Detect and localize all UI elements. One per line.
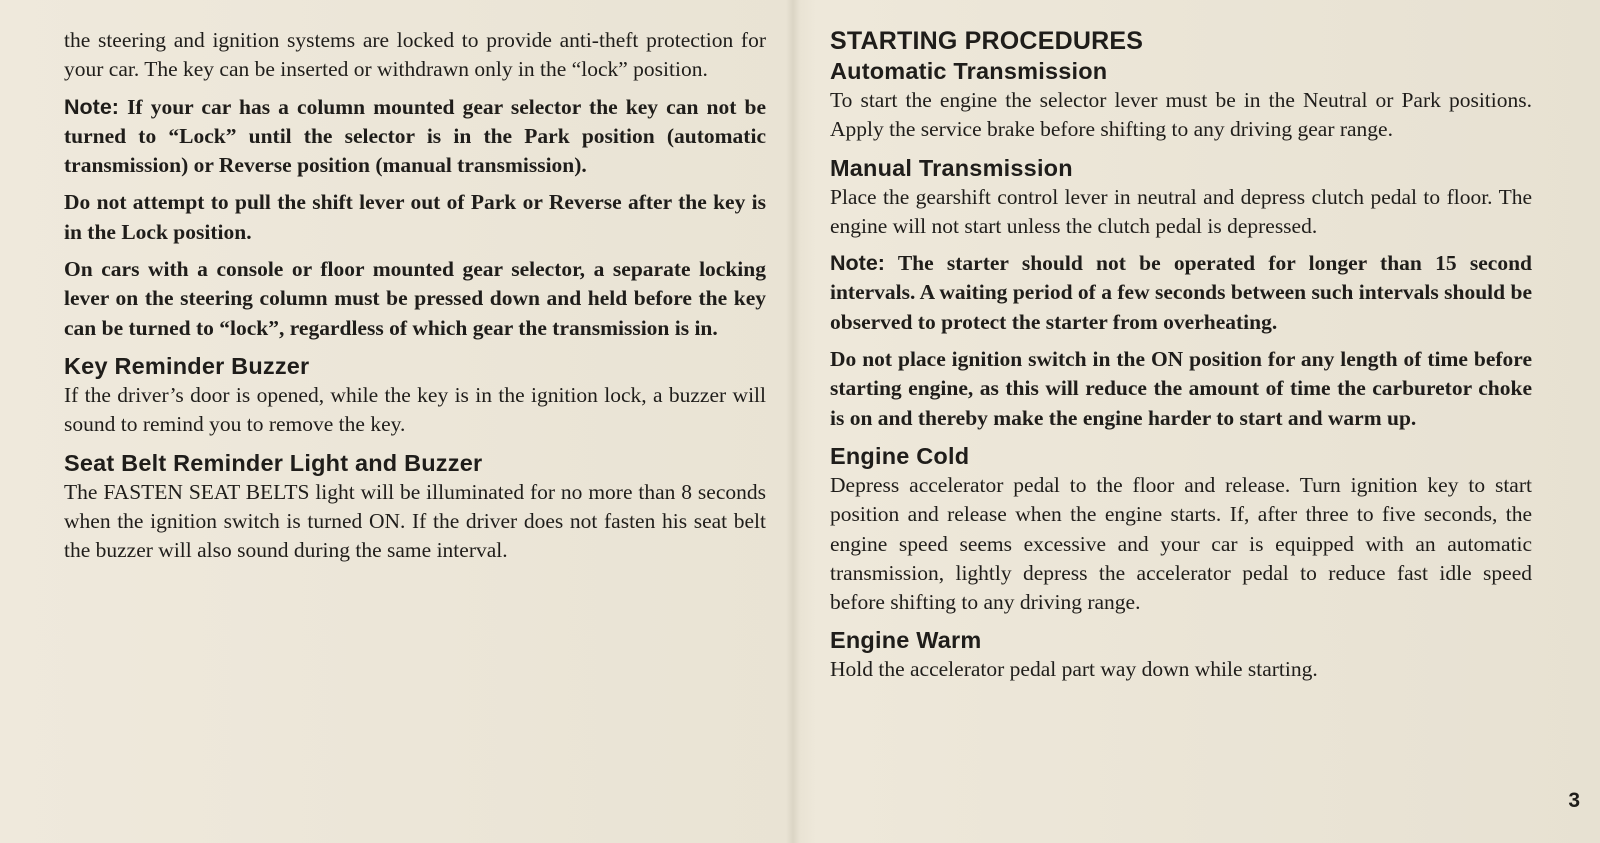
engine-warm-heading: Engine Warm <box>830 627 982 654</box>
column-selector-note <box>64 93 766 181</box>
lock-intro-paragraph: the steering and ignition systems are locked to provide anti-theft protection for your car. The key can be inserted or withdrawn only in the “lock” position. <box>64 28 766 82</box>
key-reminder-paragraph: If the driver’s door is opened, while the key is in the ignition lock, a buzzer will sound to remind you to remove the key. <box>64 382 766 437</box>
automatic-transmission-paragraph: To start the engine the selector lever must be in the Neutral or Park positions. Apply the service brake before shifting to any driving gear range. <box>830 88 1532 142</box>
seat-belt-paragraph: The FASTEN SEAT BELTS light will be illuminated for no more than 8 seconds when the ignition switch is turned ON. If the driver does not fasten his seat belt the buzzer will also sound during the same interval. <box>64 479 766 563</box>
automatic-transmission-heading: Automatic Transmission <box>830 58 1108 84</box>
shift-lever-warning: Do not attempt to pull the shift lever out of Park or Reverse after the key is in the Lock position. <box>64 190 766 244</box>
note-text: If your car has a column mounted gear selector the key can not be turned to “Lock” until the selector is in the Park position (automatic transmission) or Reverse position (manual transmission). <box>64 94 767 178</box>
left-column <box>64 26 766 573</box>
engine-warm-paragraph: Hold the accelerator pedal part way down while starting. <box>830 657 1318 682</box>
engine-cold-paragraph: Depress accelerator pedal to the floor and release. Turn ignition key to start position and release when the engine starts. If, after three to five seconds, the engine speed seems excessive and your car is equipped with an automatic transmission, lightly depress the accelerator pedal to reduce fast idle speed before shifting to any driving range. <box>830 472 1532 615</box>
right-column <box>830 26 1532 693</box>
manual-transmission-heading: Manual Transmission <box>830 154 1073 181</box>
manual-transmission-paragraph: Place the gearshift control lever in neutral and depress clutch pedal to floor. The engine will not start unless the clutch pedal is depressed. <box>830 184 1532 238</box>
seat-belt-heading: Seat Belt Reminder Light and Buzzer <box>64 449 483 476</box>
starter-note <box>830 249 1532 337</box>
ignition-warning: Do not place ignition switch in the ON position for any length of time before starting engine, as this will reduce the amount of time the carburetor choke is on and thereby make the engine harder to start and warm up. <box>830 347 1532 430</box>
note-label: Note: <box>64 94 119 119</box>
section-title: STARTING PROCEDURES <box>830 27 1144 55</box>
console-selector-note: On cars with a console or floor mounted gear selector, a separate locking lever on the steering column must be pressed down and held before the key can be turned to “lock”, regardless of which gear the transmission is in. <box>64 257 766 340</box>
key-reminder-heading: Key Reminder Buzzer <box>64 352 310 379</box>
page-number: 3 <box>1568 789 1580 812</box>
page-gutter <box>786 0 800 843</box>
engine-cold-heading: Engine Cold <box>830 442 970 469</box>
note-label: Note: <box>830 251 885 276</box>
note-text: The starter should not be operated for longer than 15 second intervals. A waiting period of a few seconds between such intervals should be observed to protect the starter from overheating. <box>830 251 1532 334</box>
